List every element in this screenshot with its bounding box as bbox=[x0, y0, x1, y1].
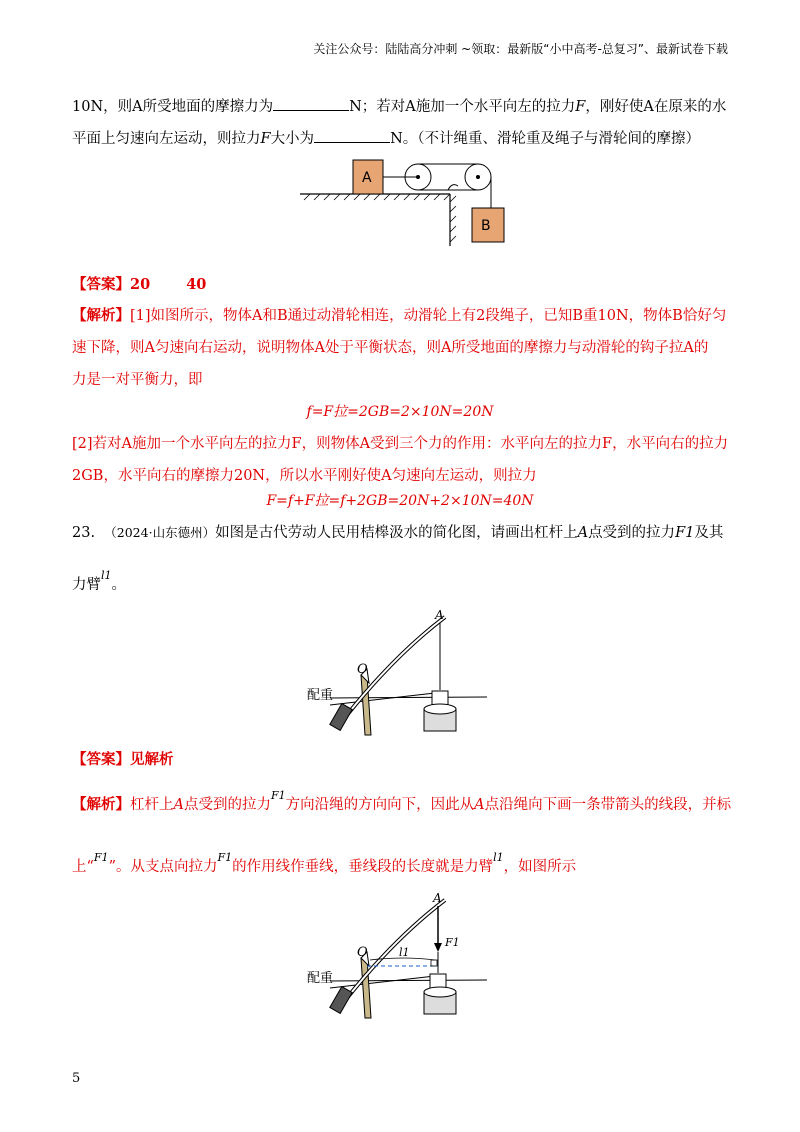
answer-blank-1[interactable] bbox=[273, 96, 349, 111]
exp23-p2: 上“$^{F1}$”。从支点向拉力$^{F1}$的作用线作垂线，垂线段的长度就是力臂$^{l1}$，如图所示 bbox=[72, 851, 577, 875]
answer-23: 【答案】见解析 bbox=[72, 751, 174, 768]
fig2-label-weight: 配重 bbox=[307, 971, 334, 986]
exp22-p5: 2GB，水平向右的摩擦力20N，所以水平刚好使A匀速向左运动，则拉力 bbox=[72, 468, 537, 484]
block-b-label: B bbox=[481, 218, 491, 234]
q23-line2: 力臂$^{l1}$。 bbox=[72, 569, 127, 593]
q22-line1: 10N，则A所受地面的摩擦力为 N；若对A施加一个水平向左的拉力F，刚好使A在原来的水 bbox=[72, 96, 726, 118]
block-a-label: A bbox=[362, 170, 372, 186]
shadoof-diagram bbox=[305, 605, 495, 740]
exp22-eq1: f=F拉=2GB=2×10N=20N bbox=[306, 404, 494, 420]
fig2-label-o: O bbox=[357, 945, 368, 960]
q22-line2: 平面上匀速向左运动，则拉力F大小为 N。（不计绳重、滑轮重及绳子与滑轮间的摩擦） bbox=[72, 128, 700, 150]
exp22-eq2: F=f+F拉=f+2GB=20N+2×10N=40N bbox=[266, 493, 534, 509]
answer-22: 【答案】20 40 bbox=[72, 276, 207, 293]
fig-label-a: A bbox=[435, 608, 444, 622]
fig2-label-a: A bbox=[433, 891, 442, 905]
fig2-label-f1: F1 bbox=[445, 936, 460, 949]
page-number: 5 bbox=[72, 1071, 81, 1086]
answer-blank-2[interactable] bbox=[314, 128, 390, 143]
fig-label-o: O bbox=[357, 662, 368, 677]
exp23-p1: 【解析】杠杆上A点受到的拉力$^{F1}$方向沿绳的方向向下，因此从A点沿绳向下画一条带箭头的线段，并标 bbox=[72, 789, 732, 813]
pulley-diagram bbox=[300, 150, 510, 250]
fig2-label-l1: l1 bbox=[399, 946, 410, 959]
page-header: 关注公众号：陆陆高分冲刺 ~领取：最新版“小中高考-总复习”、最新试卷下载 bbox=[313, 42, 728, 56]
exp22-p4: [2]若对A施加一个水平向左的拉力F，则物体A受到三个力的作用：水平向左的拉力F，水平向右的拉力 bbox=[72, 436, 729, 452]
q23-line1: 23. （2024·山东德州）如图是古代劳动人民用桔槔汲水的简化图，请画出杠杆上A点受到的拉力F1及其 bbox=[72, 525, 724, 541]
fig-label-weight: 配重 bbox=[307, 688, 334, 703]
exp22-p2: 速下降，则A匀速向右运动，说明物体A处于平衡状态，则A所受地面的摩擦力与动滑轮的钩子拉A的 bbox=[72, 340, 709, 356]
shadoof-answer-diagram bbox=[305, 888, 495, 1028]
exp22-p3: 力是一对平衡力，即 bbox=[72, 372, 203, 388]
exp22-p1: 【解析】[1]如图所示，物体A和B通过动滑轮相连，动滑轮上有2段绳子，已知B重10N，物体B恰好匀 bbox=[72, 307, 727, 324]
